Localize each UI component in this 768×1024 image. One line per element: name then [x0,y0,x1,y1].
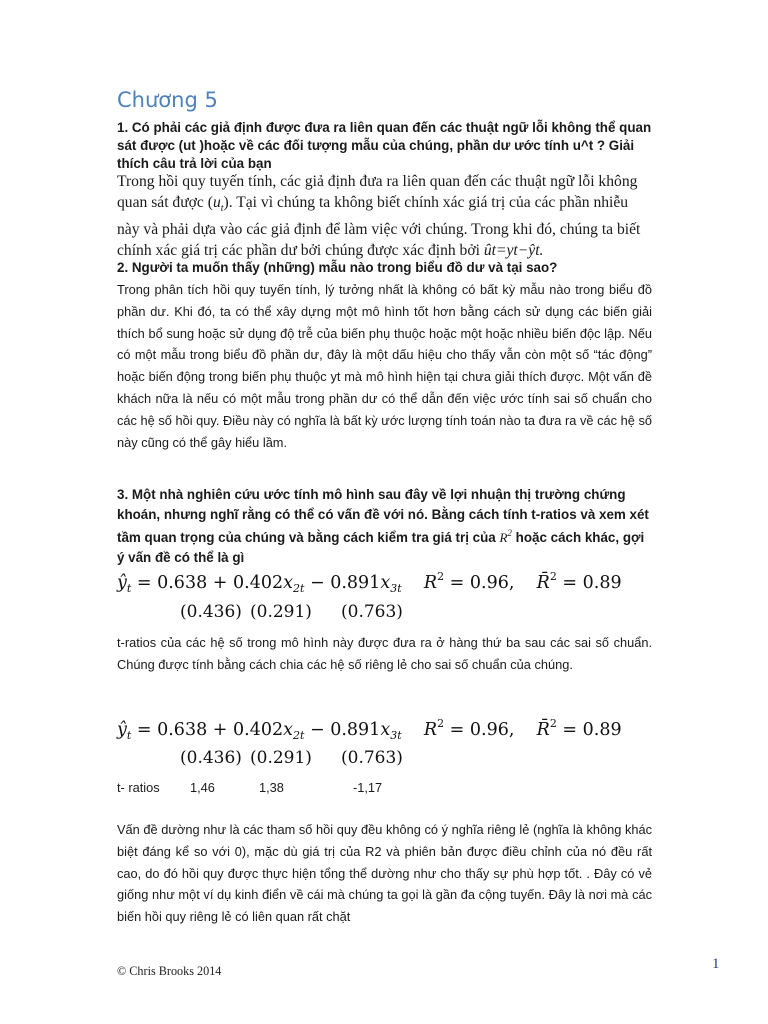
std-error-c1: (0.291) [250,748,312,768]
answer-1-formula: ût=yt−ŷt. [483,242,544,260]
answer-1-symbol: $u_t$ [212,194,224,215]
regression-equation-2: $ŷ_t = 0.638 + 0.402x_{2t} - 0.891x_{3t}$ $R^2 = 0.96$, R̄$^2$ = 0.89 [117,717,622,742]
chapter-title: Chương 5 [117,88,218,112]
question-3: 3. Một nhà nghiên cứu ước tính mô hình sau đây về lợi nhuận thị trường chứng khoán, nhưng nghĩ rằng có thể có vấn đề với nó. Bằng cách tính t-ratios và xem xét tầm quan trọng của chúng và bằng cách kiểm tra giá trị của $R^2$ hoặc cách khác, gợi ý vấn đề có thể là gì [117,487,649,565]
answer-2: Trong phân tích hồi quy tuyến tính, lý tưởng nhất là không có bất kỳ mẫu nào trong biểu đồ phần dư. Khi đó, ta có thể xây dựng một mô hình tốt hơn bằng cách sử dụng các biến giải thích bổ sung hoặc sử dụng độ trễ của biến phụ thuộc hoặc một hoặc nhiều biến độc lập. Nếu có một mẫu trong biểu đồ phần dư, đây là một dấu hiệu cho thấy vẫn còn một số “tác động” hoặc biến động trong biến phụ thuộc yt mà mô hình hiện tại chưa giải thích được. Một vấn đề khách nữa là nếu có một mẫu trong phần dư có thể dẫn đến việc ước tính sai số chuẩn cho các hệ số hồi quy. Điều này có nghĩa là bất kỳ ước lượng tính toán nào ta đưa ra về các hệ số này cũng có thể gây hiểu lầm. [117,282,652,450]
question-3-r2: $R^2$ [499,528,512,545]
t-ratio-value: -1,17 [353,780,383,795]
std-error-c2: (0.763) [341,748,403,768]
std-error-c1: (0.291) [250,602,312,622]
answer-1-part2: ). Tại vì chúng ta không biết chính xác giá trị của các phần nhiễu này và phải dựa vào các giả định để làm việc với chúng. Trong khi đó, chúng ta biết chính xác giá trị các phần dư bởi chúng được xác định bởi [117,194,641,260]
t-ratios-label: t- ratios [117,780,160,795]
std-error-c0: (0.436) [180,602,242,622]
t-ratio-value: 1,46 [190,780,215,795]
t-ratio-explanation: t-ratios của các hệ số trong mô hình này được đưa ra ở hàng thứ ba sau các sai số chuẩn. Chúng được tính bằng cách chia các hệ số riêng lẻ cho sai số chuẩn của chúng. [117,635,652,672]
answer-1 [117,171,652,261]
standard-errors-2 [0,748,768,772]
std-error-c2: (0.763) [341,602,403,622]
answer-1-part1: Trong hồi quy tuyến tính, các giả định đưa ra liên quan đến các thuật ngữ lỗi không quan sát được ( [117,173,638,211]
t-ratio-value: 1,38 [259,780,284,795]
question-1: 1. Có phải các giả định được đưa ra liên quan đến các thuật ngữ lỗi không thể quan sát được (ut )hoặc về các đối tượng mẫu của chúng, phần dư ước tính u^t ? Giải thích câu trả lời của bạn [117,120,652,171]
standard-errors-1 [0,602,768,626]
question-2: 2. Người ta muốn thấy (những) mẫu nào trong biểu đồ dư và tại sao? [117,260,558,275]
t-ratios-row [0,780,768,798]
regression-equation-1: $ŷ_t = 0.638 + 0.402x_{2t} - 0.891x_{3t}$ $R^2 = 0.96$, R̄$^2$ = 0.89 [117,570,622,595]
conclusion-paragraph: Vấn đề dường như là các tham số hồi quy đều không có ý nghĩa riêng lẻ (nghĩa là không khác biệt đáng kể so với 0), mặc dù giá trị của R2 và phiên bản được điều chỉnh của nó đều rất cao, do đó hồi quy được thực hiện tổng thể dường như cho thấy sự phù hợp tốt. . Đây có vẻ giống như một ví dụ kinh điển về cái mà chúng ta gọi là gần đa cộng tuyến. Đây là nơi mà các biến hồi quy riêng lẻ có liên quan rất chặt [117,822,652,925]
std-error-c0: (0.436) [180,748,242,768]
copyright-footer: © Chris Brooks 2014 [117,964,222,978]
page-number: 1 [712,956,720,972]
